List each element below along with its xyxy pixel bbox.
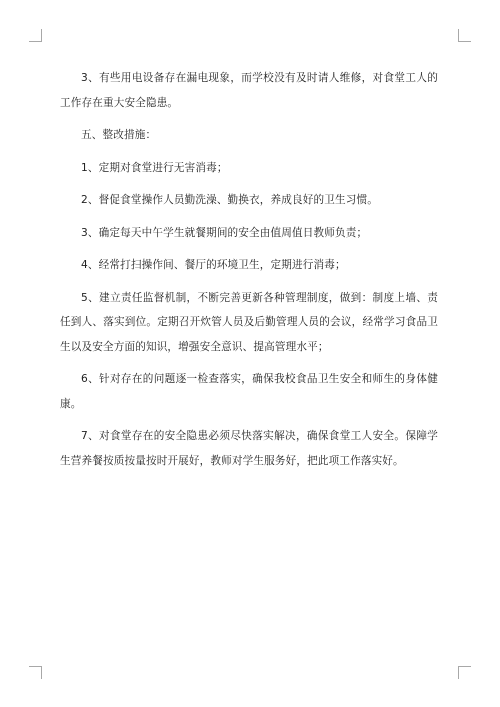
page-corner-mark-top-right [458,29,471,42]
paragraph-measure-5: 5、建立责任监督机制，不断完善更新各种管理制度，做到：制度上墙、责任到人、落实到位。定期召开炊管人员及后勤管理人员的会议，经常学习食品卫生以及安全方面的知识，增强安全意识、提高管理水平； [60,291,438,353]
paragraph-measure-2: 2、督促食堂操作人员勤洗澡、勤换衣，养成良好的卫生习惯。 [81,194,378,206]
paragraph-measure-3: 3、确定每天中午学生就餐期间的安全由值周值日教师负责； [81,226,368,239]
paragraph-measure-4: 4、经常打扫操作间、餐厅的环境卫生，定期进行消毒； [81,259,346,271]
page-corner-mark-bottom-left [29,666,42,679]
document-body [60,66,438,481]
page-corner-mark-top-left [29,29,42,42]
paragraph-issue-3: 3、有些用电设备存在漏电现象，而学校没有及时请人维修，对食堂工人的工作存在重大安全隐患。 [60,72,438,109]
page-corner-mark-bottom-right [458,666,471,679]
paragraph-measure-1: 1、定期对食堂进行无害消毒； [81,161,228,174]
paragraph-measure-7: 7、对食堂存在的安全隐患必须尽快落实解决，确保食堂工人安全。保障学生营养餐按质按量按时开展好，教师对学生服务好，把此项工作落实好。 [60,430,438,467]
paragraph-measure-6: 6、针对存在的问题逐一检查落实，确保我校食品卫生安全和师生的身体健康。 [60,373,438,410]
section-heading-rectification: 五、整改措施： [81,129,157,141]
